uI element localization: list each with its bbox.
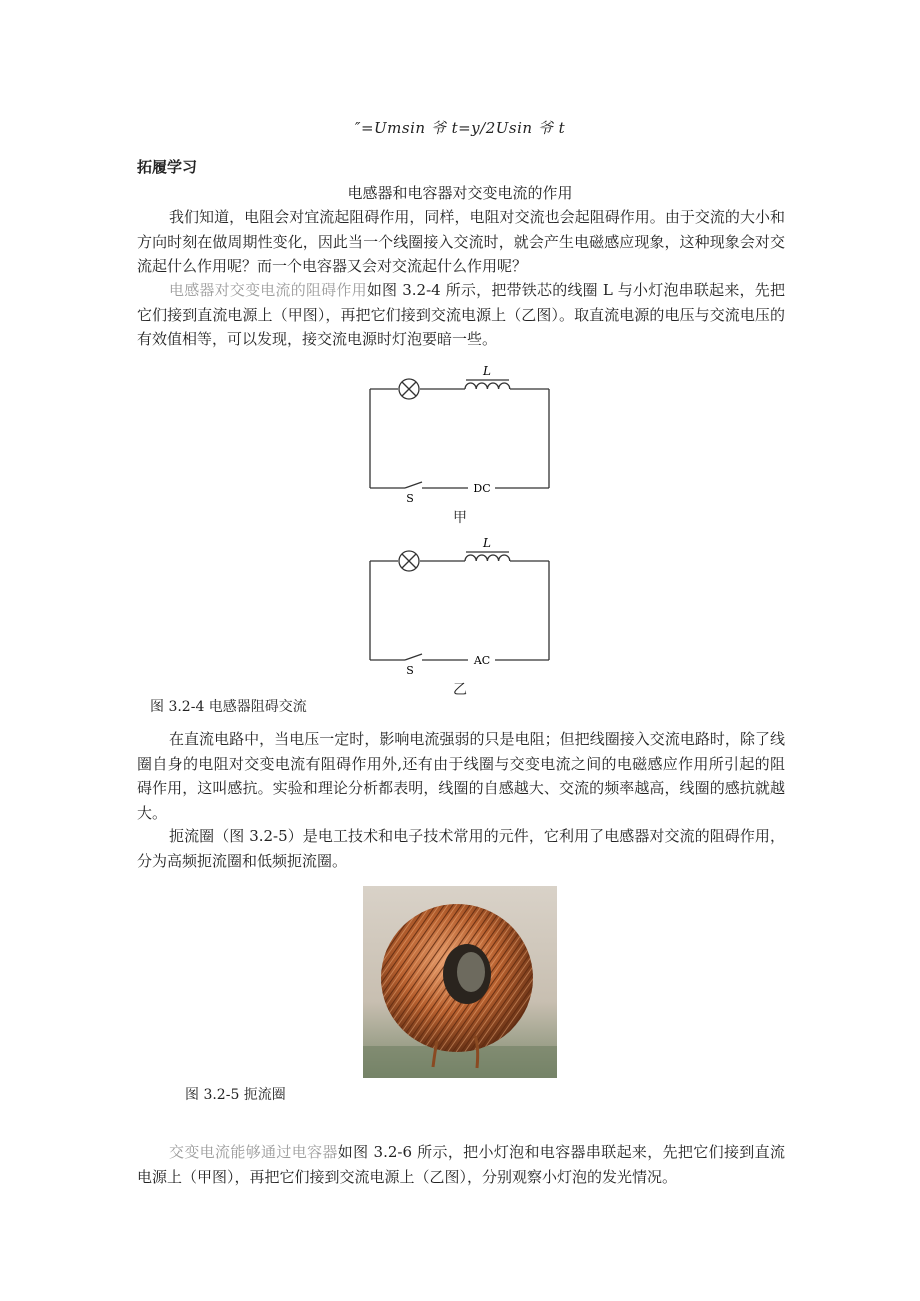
figure-caption-3-2-5: 图 3.2-5 扼流圈 xyxy=(185,1087,286,1103)
switch-label: S xyxy=(406,664,414,677)
circuit-caption-jia: 甲 xyxy=(453,510,467,526)
choke-coil-photo xyxy=(363,886,557,1078)
paragraph-inductor xyxy=(137,278,785,352)
figure-caption-3-2-4: 图 3.2-4 电感器阻碍交流 xyxy=(150,699,307,715)
circuit-diagram-dc xyxy=(360,360,560,510)
inductor-label: L xyxy=(483,364,491,378)
paragraph-intro: 我们知道，电阻会对宜流起阻碍作用，同样，电阻对交流也会起阻碍作用。由于交流的大小和方向时刻在做周期性变化，因此当一个线圈接入交流时，就会产生电磁感应现象，这种现象会对交流起什么作用呢？而一个电容器又会对交流起什么作用呢？ xyxy=(137,208,785,275)
paragraph-inductor-text: 如图 3.2-4 所示，把带铁芯的线圈 L 与小灯泡串联起来，先把它们接到直流电源上（甲图），再把它们接到交流电源上（乙图）。取直流电源的电压与交流电压的有效值相等，可以发现，接交流电源时灯泡要暗一些。 xyxy=(137,281,785,348)
source-label: DC xyxy=(473,482,491,495)
section-title: 拓履学习 xyxy=(137,158,198,176)
circuit-caption-yi: 乙 xyxy=(453,682,467,698)
switch-label: S xyxy=(406,492,414,505)
circuit-diagram-ac xyxy=(360,533,560,683)
highlight-capacitor-heading: 交变电流能够通过电容器 xyxy=(169,1143,338,1161)
source-label: AC xyxy=(473,654,491,667)
inductor-coil-icon xyxy=(465,552,510,561)
lamp-icon xyxy=(399,379,419,399)
lamp-icon xyxy=(399,551,419,571)
inductor-label: L xyxy=(483,536,491,550)
highlight-inductor-heading: 电感器对交变电流的阻碍作用 xyxy=(169,281,367,299)
subtitle: 电感器和电容器对交变电流的作用 xyxy=(347,184,573,202)
paragraph-inductive-reactance: 在直流电路中，当电压一定时，影响电流强弱的只是电阻；但把线圈接入交流电路时，除了线圈自身的电阻对交变电流有阻碍作用外,还有由于线圈与交变电流之间的电磁感应作用所引起的阻碍作用，这叫感抗。实验和理论分析都表明，线圈的自感越大、交流的频率越高，线圈的感抗就越大。 xyxy=(137,730,785,822)
formula: ″=Umsin 爷 t=y∕2Usin 爷 t xyxy=(354,119,566,137)
paragraph-capacitor xyxy=(137,1140,785,1189)
paragraph-capacitor-text: 如图 3.2-6 所示，把小灯泡和电容器串联起来，先把它们接到直流电源上（甲图），再把它们接到交流电源上（乙图），分别观察小灯泡的发光情况。 xyxy=(137,1143,785,1186)
inductor-coil-icon xyxy=(465,380,510,389)
paragraph-choke-coil: 扼流圈（图 3.2-5）是电工技术和电子技术常用的元件，它利用了电感器对交流的阻碍作用，分为高频扼流圈和低频扼流圈。 xyxy=(137,827,785,870)
